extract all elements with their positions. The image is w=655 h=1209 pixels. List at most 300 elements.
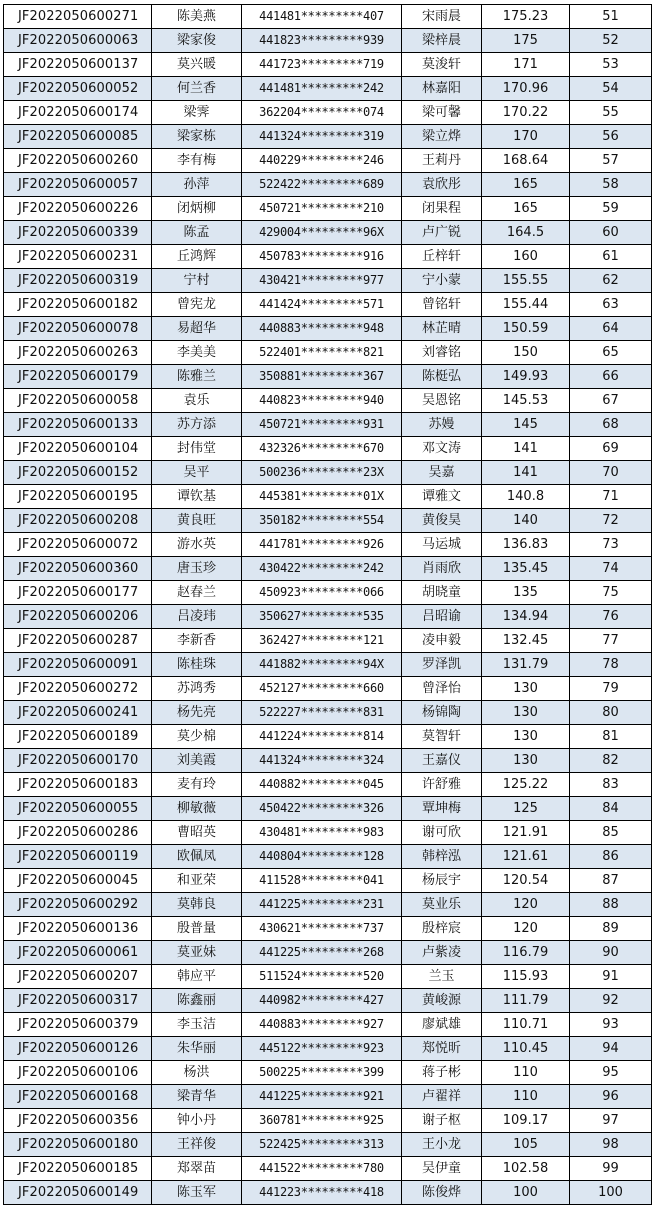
parent-name-cell: 欧佩凤: [152, 845, 242, 869]
table-body: [4, 5, 652, 1205]
child-name-cell: 卢翟祥: [402, 1085, 482, 1109]
table-row: [4, 701, 652, 725]
id-card-number-cell: 350881*********367: [242, 365, 402, 389]
parent-name-cell: 李玉洁: [152, 1013, 242, 1037]
id-card-number-cell: 362204*********074: [242, 101, 402, 125]
child-name-cell: 林芷晴: [402, 317, 482, 341]
application-id-cell: JF2022050600207: [4, 965, 152, 989]
amount-cell: 121.91: [482, 821, 570, 845]
child-name-cell: 黄峻源: [402, 989, 482, 1013]
id-card-number-cell: 430421*********977: [242, 269, 402, 293]
child-name-cell: 丘梓轩: [402, 245, 482, 269]
parent-name-cell: 宁村: [152, 269, 242, 293]
child-name-cell: 王小龙: [402, 1133, 482, 1157]
parent-name-cell: 柳敏薇: [152, 797, 242, 821]
parent-name-cell: 李新香: [152, 629, 242, 653]
table-row: [4, 1085, 652, 1109]
id-card-number-cell: 430422*********242: [242, 557, 402, 581]
rank-cell: 90: [570, 941, 652, 965]
child-name-cell: 卢紫凌: [402, 941, 482, 965]
child-name-cell: 谢可欣: [402, 821, 482, 845]
amount-cell: 131.79: [482, 653, 570, 677]
rank-cell: 56: [570, 125, 652, 149]
parent-name-cell: 孙萍: [152, 173, 242, 197]
parent-name-cell: 钟小丹: [152, 1109, 242, 1133]
application-id-cell: JF2022050600106: [4, 1061, 152, 1085]
child-name-cell: 殷梓宸: [402, 917, 482, 941]
application-id-cell: JF2022050600137: [4, 53, 152, 77]
table-row: [4, 629, 652, 653]
child-name-cell: 韩梓泓: [402, 845, 482, 869]
rank-cell: 78: [570, 653, 652, 677]
id-card-number-cell: 450721*********931: [242, 413, 402, 437]
rank-cell: 60: [570, 221, 652, 245]
application-id-cell: JF2022050600317: [4, 989, 152, 1013]
child-name-cell: 凌申毅: [402, 629, 482, 653]
child-name-cell: 陈俊烨: [402, 1181, 482, 1205]
application-id-cell: JF2022050600126: [4, 1037, 152, 1061]
table-row: [4, 245, 652, 269]
parent-name-cell: 袁乐: [152, 389, 242, 413]
rank-cell: 63: [570, 293, 652, 317]
parent-name-cell: 吴平: [152, 461, 242, 485]
child-name-cell: 王莉丹: [402, 149, 482, 173]
child-name-cell: 覃坤梅: [402, 797, 482, 821]
child-name-cell: 吴嘉: [402, 461, 482, 485]
table-row: [4, 341, 652, 365]
parent-name-cell: 赵春兰: [152, 581, 242, 605]
id-card-number-cell: 432326*********670: [242, 437, 402, 461]
child-name-cell: 黄俊昊: [402, 509, 482, 533]
rank-cell: 88: [570, 893, 652, 917]
id-card-number-cell: 441522*********780: [242, 1157, 402, 1181]
rank-cell: 51: [570, 5, 652, 29]
parent-name-cell: 朱华丽: [152, 1037, 242, 1061]
child-name-cell: 刘睿铭: [402, 341, 482, 365]
rank-cell: 99: [570, 1157, 652, 1181]
parent-name-cell: 陈雅兰: [152, 365, 242, 389]
application-id-cell: JF2022050600149: [4, 1181, 152, 1205]
parent-name-cell: 易超华: [152, 317, 242, 341]
application-id-cell: JF2022050600339: [4, 221, 152, 245]
amount-cell: 140: [482, 509, 570, 533]
parent-name-cell: 莫亚妹: [152, 941, 242, 965]
id-card-number-cell: 429004*********96X: [242, 221, 402, 245]
rank-cell: 52: [570, 29, 652, 53]
rank-cell: 79: [570, 677, 652, 701]
application-id-cell: JF2022050600174: [4, 101, 152, 125]
table-row: [4, 317, 652, 341]
application-id-cell: JF2022050600206: [4, 605, 152, 629]
table-row: [4, 485, 652, 509]
id-card-number-cell: 350182*********554: [242, 509, 402, 533]
id-card-number-cell: 441481*********407: [242, 5, 402, 29]
child-name-cell: 梁梓晨: [402, 29, 482, 53]
id-card-number-cell: 430481*********983: [242, 821, 402, 845]
table-row: [4, 1133, 652, 1157]
rank-cell: 57: [570, 149, 652, 173]
amount-cell: 155.55: [482, 269, 570, 293]
rank-cell: 84: [570, 797, 652, 821]
parent-name-cell: 梁家俊: [152, 29, 242, 53]
amount-cell: 155.44: [482, 293, 570, 317]
application-id-cell: JF2022050600263: [4, 341, 152, 365]
child-name-cell: 谢子枢: [402, 1109, 482, 1133]
child-name-cell: 林嘉阳: [402, 77, 482, 101]
table-row: [4, 389, 652, 413]
amount-cell: 170.22: [482, 101, 570, 125]
id-card-number-cell: 441823*********939: [242, 29, 402, 53]
table-row: [4, 437, 652, 461]
amount-cell: 120: [482, 917, 570, 941]
parent-name-cell: 吕凌玮: [152, 605, 242, 629]
rank-cell: 71: [570, 485, 652, 509]
id-card-number-cell: 440883*********948: [242, 317, 402, 341]
amount-cell: 116.79: [482, 941, 570, 965]
parent-name-cell: 闭炳柳: [152, 197, 242, 221]
table-row: [4, 101, 652, 125]
id-card-number-cell: 441481*********242: [242, 77, 402, 101]
parent-name-cell: 王祥俊: [152, 1133, 242, 1157]
table-row: [4, 1157, 652, 1181]
application-id-cell: JF2022050600078: [4, 317, 152, 341]
child-name-cell: 王嘉仪: [402, 749, 482, 773]
id-card-number-cell: 450923*********066: [242, 581, 402, 605]
table-row: [4, 605, 652, 629]
child-name-cell: 胡晓童: [402, 581, 482, 605]
amount-cell: 141: [482, 437, 570, 461]
rank-cell: 72: [570, 509, 652, 533]
parent-name-cell: 丘鸿辉: [152, 245, 242, 269]
amount-cell: 130: [482, 701, 570, 725]
id-card-number-cell: 362427*********121: [242, 629, 402, 653]
id-card-number-cell: 450422*********326: [242, 797, 402, 821]
id-card-number-cell: 445122*********923: [242, 1037, 402, 1061]
parent-name-cell: 陈美燕: [152, 5, 242, 29]
amount-cell: 105: [482, 1133, 570, 1157]
table-row: [4, 1013, 652, 1037]
application-id-cell: JF2022050600152: [4, 461, 152, 485]
application-id-cell: JF2022050600379: [4, 1013, 152, 1037]
table-row: [4, 821, 652, 845]
parent-name-cell: 梁霁: [152, 101, 242, 125]
amount-cell: 100: [482, 1181, 570, 1205]
child-name-cell: 梁立烨: [402, 125, 482, 149]
rank-cell: 73: [570, 533, 652, 557]
application-id-cell: JF2022050600168: [4, 1085, 152, 1109]
rank-cell: 95: [570, 1061, 652, 1085]
application-id-cell: JF2022050600057: [4, 173, 152, 197]
id-card-number-cell: 511524*********520: [242, 965, 402, 989]
rank-cell: 86: [570, 845, 652, 869]
amount-cell: 110: [482, 1061, 570, 1085]
amount-cell: 110: [482, 1085, 570, 1109]
rank-cell: 91: [570, 965, 652, 989]
application-id-cell: JF2022050600287: [4, 629, 152, 653]
table-row: [4, 5, 652, 29]
id-card-number-cell: 445381*********01X: [242, 485, 402, 509]
rank-cell: 69: [570, 437, 652, 461]
child-name-cell: 肖雨欣: [402, 557, 482, 581]
amount-cell: 145: [482, 413, 570, 437]
id-card-number-cell: 411528*********041: [242, 869, 402, 893]
table-row: [4, 677, 652, 701]
ranking-table: [3, 4, 652, 1205]
table-row: [4, 845, 652, 869]
rank-cell: 97: [570, 1109, 652, 1133]
id-card-number-cell: 441225*********921: [242, 1085, 402, 1109]
amount-cell: 110.45: [482, 1037, 570, 1061]
table-row: [4, 509, 652, 533]
amount-cell: 132.45: [482, 629, 570, 653]
amount-cell: 160: [482, 245, 570, 269]
table-row: [4, 1181, 652, 1205]
table-row: [4, 461, 652, 485]
table-row: [4, 293, 652, 317]
application-id-cell: JF2022050600091: [4, 653, 152, 677]
application-id-cell: JF2022050600045: [4, 869, 152, 893]
child-name-cell: 曾铭轩: [402, 293, 482, 317]
rank-cell: 58: [570, 173, 652, 197]
child-name-cell: 闭果程: [402, 197, 482, 221]
rank-cell: 85: [570, 821, 652, 845]
rank-cell: 94: [570, 1037, 652, 1061]
parent-name-cell: 何兰香: [152, 77, 242, 101]
id-card-number-cell: 522425*********313: [242, 1133, 402, 1157]
table-row: [4, 269, 652, 293]
child-name-cell: 蒋子彬: [402, 1061, 482, 1085]
table-row: [4, 653, 652, 677]
parent-name-cell: 刘美霞: [152, 749, 242, 773]
amount-cell: 121.61: [482, 845, 570, 869]
id-card-number-cell: 441225*********231: [242, 893, 402, 917]
parent-name-cell: 陈孟: [152, 221, 242, 245]
table-row: [4, 1061, 652, 1085]
id-card-number-cell: 450721*********210: [242, 197, 402, 221]
rank-cell: 77: [570, 629, 652, 653]
table-row: [4, 77, 652, 101]
application-id-cell: JF2022050600292: [4, 893, 152, 917]
rank-cell: 62: [570, 269, 652, 293]
parent-name-cell: 游水英: [152, 533, 242, 557]
rank-cell: 67: [570, 389, 652, 413]
application-id-cell: JF2022050600180: [4, 1133, 152, 1157]
child-name-cell: 莫业乐: [402, 893, 482, 917]
amount-cell: 170: [482, 125, 570, 149]
child-name-cell: 郑悦昕: [402, 1037, 482, 1061]
parent-name-cell: 和亚荣: [152, 869, 242, 893]
child-name-cell: 陈梃弘: [402, 365, 482, 389]
amount-cell: 120: [482, 893, 570, 917]
rank-cell: 96: [570, 1085, 652, 1109]
application-id-cell: JF2022050600231: [4, 245, 152, 269]
parent-name-cell: 郑翠苗: [152, 1157, 242, 1181]
table-row: [4, 941, 652, 965]
application-id-cell: JF2022050600272: [4, 677, 152, 701]
child-name-cell: 宁小蒙: [402, 269, 482, 293]
application-id-cell: JF2022050600177: [4, 581, 152, 605]
parent-name-cell: 麦有玲: [152, 773, 242, 797]
child-name-cell: 莫浚轩: [402, 53, 482, 77]
parent-name-cell: 梁青华: [152, 1085, 242, 1109]
rank-cell: 65: [570, 341, 652, 365]
id-card-number-cell: 522422*********689: [242, 173, 402, 197]
amount-cell: 140.8: [482, 485, 570, 509]
child-name-cell: 宋雨晨: [402, 5, 482, 29]
application-id-cell: JF2022050600052: [4, 77, 152, 101]
parent-name-cell: 李美美: [152, 341, 242, 365]
id-card-number-cell: 441223*********418: [242, 1181, 402, 1205]
child-name-cell: 苏嫚: [402, 413, 482, 437]
rank-cell: 82: [570, 749, 652, 773]
amount-cell: 149.93: [482, 365, 570, 389]
application-id-cell: JF2022050600179: [4, 365, 152, 389]
amount-cell: 120.54: [482, 869, 570, 893]
amount-cell: 134.94: [482, 605, 570, 629]
child-name-cell: 马运城: [402, 533, 482, 557]
parent-name-cell: 梁家栋: [152, 125, 242, 149]
application-id-cell: JF2022050600104: [4, 437, 152, 461]
application-id-cell: JF2022050600286: [4, 821, 152, 845]
id-card-number-cell: 441324*********319: [242, 125, 402, 149]
parent-name-cell: 殷普量: [152, 917, 242, 941]
id-card-number-cell: 440804*********128: [242, 845, 402, 869]
table-row: [4, 533, 652, 557]
rank-cell: 53: [570, 53, 652, 77]
parent-name-cell: 苏鸿秀: [152, 677, 242, 701]
parent-name-cell: 曹昭英: [152, 821, 242, 845]
parent-name-cell: 陈鑫丽: [152, 989, 242, 1013]
id-card-number-cell: 441424*********571: [242, 293, 402, 317]
rank-cell: 89: [570, 917, 652, 941]
table-row: [4, 797, 652, 821]
id-card-number-cell: 441225*********268: [242, 941, 402, 965]
id-card-number-cell: 441324*********324: [242, 749, 402, 773]
parent-name-cell: 李有梅: [152, 149, 242, 173]
table-row: [4, 725, 652, 749]
id-card-number-cell: 441882*********94X: [242, 653, 402, 677]
table-row: [4, 965, 652, 989]
parent-name-cell: 黄良旺: [152, 509, 242, 533]
amount-cell: 165: [482, 173, 570, 197]
rank-cell: 93: [570, 1013, 652, 1037]
rank-cell: 76: [570, 605, 652, 629]
application-id-cell: JF2022050600319: [4, 269, 152, 293]
amount-cell: 130: [482, 749, 570, 773]
application-id-cell: JF2022050600055: [4, 797, 152, 821]
id-card-number-cell: 440883*********927: [242, 1013, 402, 1037]
child-name-cell: 卢广锐: [402, 221, 482, 245]
child-name-cell: 廖斌雄: [402, 1013, 482, 1037]
table-row: [4, 197, 652, 221]
application-id-cell: JF2022050600183: [4, 773, 152, 797]
amount-cell: 145.53: [482, 389, 570, 413]
id-card-number-cell: 522401*********821: [242, 341, 402, 365]
amount-cell: 136.83: [482, 533, 570, 557]
parent-name-cell: 莫少棉: [152, 725, 242, 749]
application-id-cell: JF2022050600061: [4, 941, 152, 965]
table-row: [4, 773, 652, 797]
table-row: [4, 893, 652, 917]
table-row: [4, 989, 652, 1013]
child-name-cell: 吕昭谕: [402, 605, 482, 629]
rank-cell: 66: [570, 365, 652, 389]
child-name-cell: 吴伊童: [402, 1157, 482, 1181]
parent-name-cell: 谭钦基: [152, 485, 242, 509]
child-name-cell: 杨辰宇: [402, 869, 482, 893]
parent-name-cell: 陈玉军: [152, 1181, 242, 1205]
rank-cell: 92: [570, 989, 652, 1013]
id-card-number-cell: 452127*********660: [242, 677, 402, 701]
table-row: [4, 1037, 652, 1061]
application-id-cell: JF2022050600058: [4, 389, 152, 413]
rank-cell: 87: [570, 869, 652, 893]
parent-name-cell: 莫韩良: [152, 893, 242, 917]
application-id-cell: JF2022050600271: [4, 5, 152, 29]
child-name-cell: 莫智轩: [402, 725, 482, 749]
parent-name-cell: 韩应平: [152, 965, 242, 989]
rank-cell: 70: [570, 461, 652, 485]
table-row: [4, 581, 652, 605]
rank-cell: 74: [570, 557, 652, 581]
rank-cell: 68: [570, 413, 652, 437]
rank-cell: 59: [570, 197, 652, 221]
amount-cell: 171: [482, 53, 570, 77]
id-card-number-cell: 440229*********246: [242, 149, 402, 173]
parent-name-cell: 杨先亮: [152, 701, 242, 725]
parent-name-cell: 陈桂珠: [152, 653, 242, 677]
rank-cell: 54: [570, 77, 652, 101]
child-name-cell: 吴恩铭: [402, 389, 482, 413]
parent-name-cell: 封伟堂: [152, 437, 242, 461]
parent-name-cell: 莫兴暖: [152, 53, 242, 77]
table-row: [4, 413, 652, 437]
application-id-cell: JF2022050600208: [4, 509, 152, 533]
table-row: [4, 149, 652, 173]
table-row: [4, 557, 652, 581]
application-id-cell: JF2022050600226: [4, 197, 152, 221]
table-row: [4, 53, 652, 77]
id-card-number-cell: 440823*********940: [242, 389, 402, 413]
application-id-cell: JF2022050600136: [4, 917, 152, 941]
child-name-cell: 邓文涛: [402, 437, 482, 461]
amount-cell: 110.71: [482, 1013, 570, 1037]
ranking-table-container: [3, 4, 651, 1205]
amount-cell: 141: [482, 461, 570, 485]
rank-cell: 64: [570, 317, 652, 341]
table-row: [4, 173, 652, 197]
table-row: [4, 125, 652, 149]
id-card-number-cell: 441781*********926: [242, 533, 402, 557]
application-id-cell: JF2022050600356: [4, 1109, 152, 1133]
application-id-cell: JF2022050600063: [4, 29, 152, 53]
amount-cell: 168.64: [482, 149, 570, 173]
id-card-number-cell: 441224*********814: [242, 725, 402, 749]
table-row: [4, 29, 652, 53]
id-card-number-cell: 350627*********535: [242, 605, 402, 629]
id-card-number-cell: 450783*********916: [242, 245, 402, 269]
amount-cell: 175.23: [482, 5, 570, 29]
application-id-cell: JF2022050600119: [4, 845, 152, 869]
application-id-cell: JF2022050600189: [4, 725, 152, 749]
amount-cell: 102.58: [482, 1157, 570, 1181]
application-id-cell: JF2022050600195: [4, 485, 152, 509]
rank-cell: 100: [570, 1181, 652, 1205]
id-card-number-cell: 440982*********427: [242, 989, 402, 1013]
amount-cell: 130: [482, 677, 570, 701]
child-name-cell: 曾泽怡: [402, 677, 482, 701]
id-card-number-cell: 360781*********925: [242, 1109, 402, 1133]
